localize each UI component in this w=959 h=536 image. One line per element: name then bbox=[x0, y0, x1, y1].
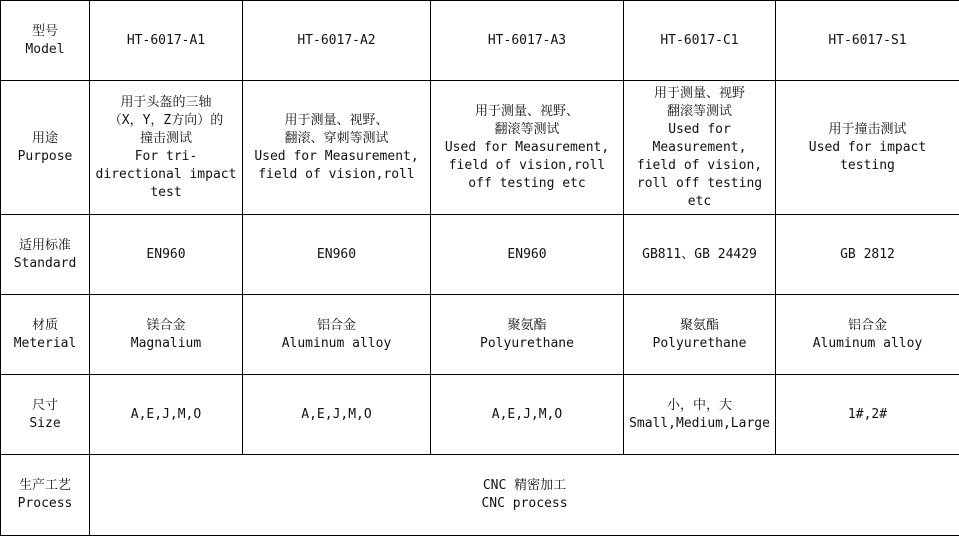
size-cell bbox=[776, 375, 959, 455]
standard-cell: EN960 bbox=[90, 215, 243, 295]
cell-line: Small,Medium,Large bbox=[626, 415, 773, 433]
cell-line: Used for impact bbox=[778, 139, 957, 157]
cell-line: Used for Measurement, bbox=[245, 148, 428, 166]
cell-line: off testing etc bbox=[433, 175, 621, 193]
model-header bbox=[1, 1, 90, 81]
header-en: Purpose bbox=[3, 148, 87, 166]
cell-line: Aluminum alloy bbox=[778, 335, 957, 353]
cell-line: For tri- bbox=[92, 148, 240, 166]
process-header bbox=[1, 455, 90, 536]
purpose-row bbox=[1, 81, 959, 215]
process-cell bbox=[90, 455, 959, 536]
cell-line: 用于头盔的三轴 bbox=[92, 94, 240, 112]
header-en: Standard bbox=[3, 255, 87, 273]
standard-row bbox=[1, 215, 959, 295]
process-row bbox=[1, 455, 959, 536]
material-cell bbox=[243, 295, 431, 375]
model-cell: HT-6017-A3 bbox=[431, 1, 624, 81]
cell-line: CNC process bbox=[92, 495, 957, 513]
model-cell: HT-6017-A2 bbox=[243, 1, 431, 81]
header-zh: 型号 bbox=[3, 23, 87, 41]
header-zh: 材质 bbox=[3, 317, 87, 335]
material-cell bbox=[90, 295, 243, 375]
header-zh: 生产工艺 bbox=[3, 477, 87, 495]
purpose-cell bbox=[243, 81, 431, 215]
cell-line: directional impact bbox=[92, 166, 240, 184]
cell-line: 用于测量、视野 bbox=[626, 85, 773, 103]
cell-line: 铝合金 bbox=[778, 317, 957, 335]
cell-line: Magnalium bbox=[92, 335, 240, 353]
model-cell: HT-6017-S1 bbox=[776, 1, 959, 81]
material-row bbox=[1, 295, 959, 375]
cell-line: 聚氨酯 bbox=[626, 317, 773, 335]
cell-line: testing bbox=[778, 157, 957, 175]
cell-line: Used for bbox=[626, 121, 773, 139]
cell-line: A,E,J,M,O bbox=[92, 406, 240, 424]
purpose-cell bbox=[776, 81, 959, 215]
material-header bbox=[1, 295, 90, 375]
model-cell: HT-6017-C1 bbox=[624, 1, 776, 81]
material-cell bbox=[624, 295, 776, 375]
header-zh: 适用标准 bbox=[3, 237, 87, 255]
cell-line: A,E,J,M,O bbox=[245, 406, 428, 424]
cell-line: Measurement, bbox=[626, 139, 773, 157]
cell-line: A,E,J,M,O bbox=[433, 406, 621, 424]
cell-line: field of vision, bbox=[626, 157, 773, 175]
purpose-cell bbox=[431, 81, 624, 215]
standard-header bbox=[1, 215, 90, 295]
cell-line: 翻滚等测试 bbox=[433, 121, 621, 139]
size-cell bbox=[90, 375, 243, 455]
cell-line: 用于撞击测试 bbox=[778, 121, 957, 139]
header-zh: 用途 bbox=[3, 130, 87, 148]
cell-line: 聚氨酯 bbox=[433, 317, 621, 335]
standard-cell: GB811、GB 24429 bbox=[624, 215, 776, 295]
purpose-cell bbox=[90, 81, 243, 215]
cell-line: 用于测量、视野、 bbox=[245, 112, 428, 130]
cell-line: 撞击测试 bbox=[92, 130, 240, 148]
cell-line: field of vision,roll bbox=[433, 157, 621, 175]
purpose-header bbox=[1, 81, 90, 215]
standard-cell: EN960 bbox=[431, 215, 624, 295]
cell-line: 翻滚等测试 bbox=[626, 103, 773, 121]
cell-line: Polyurethane bbox=[626, 335, 773, 353]
cell-line: Used for Measurement, bbox=[433, 139, 621, 157]
cell-line: 翻滚、穿刺等测试 bbox=[245, 130, 428, 148]
header-en: Process bbox=[3, 495, 87, 513]
cell-line: field of vision,roll bbox=[245, 166, 428, 184]
header-en: Size bbox=[3, 415, 87, 433]
size-header bbox=[1, 375, 90, 455]
standard-cell: EN960 bbox=[243, 215, 431, 295]
cell-line: 镁合金 bbox=[92, 317, 240, 335]
size-row bbox=[1, 375, 959, 455]
model-row bbox=[1, 1, 959, 81]
cell-line: CNC 精密加工 bbox=[92, 477, 957, 495]
size-cell bbox=[431, 375, 624, 455]
material-cell bbox=[431, 295, 624, 375]
header-en: Model bbox=[3, 41, 87, 59]
cell-line: 1#,2# bbox=[778, 406, 957, 424]
cell-line: test bbox=[92, 184, 240, 202]
header-en: Meterial bbox=[3, 335, 87, 353]
cell-line: 铝合金 bbox=[245, 317, 428, 335]
cell-line: etc bbox=[626, 193, 773, 211]
header-zh: 尺寸 bbox=[3, 397, 87, 415]
cell-line: 小，中，大 bbox=[626, 397, 773, 415]
material-cell bbox=[776, 295, 959, 375]
cell-line: Polyurethane bbox=[433, 335, 621, 353]
purpose-cell bbox=[624, 81, 776, 215]
cell-line: （X，Y，Z方向）的 bbox=[92, 112, 240, 130]
cell-line: 用于测量、视野、 bbox=[433, 103, 621, 121]
cell-line: roll off testing bbox=[626, 175, 773, 193]
size-cell bbox=[624, 375, 776, 455]
size-cell bbox=[243, 375, 431, 455]
cell-line: Aluminum alloy bbox=[245, 335, 428, 353]
model-cell: HT-6017-A1 bbox=[90, 1, 243, 81]
standard-cell: GB 2812 bbox=[776, 215, 959, 295]
